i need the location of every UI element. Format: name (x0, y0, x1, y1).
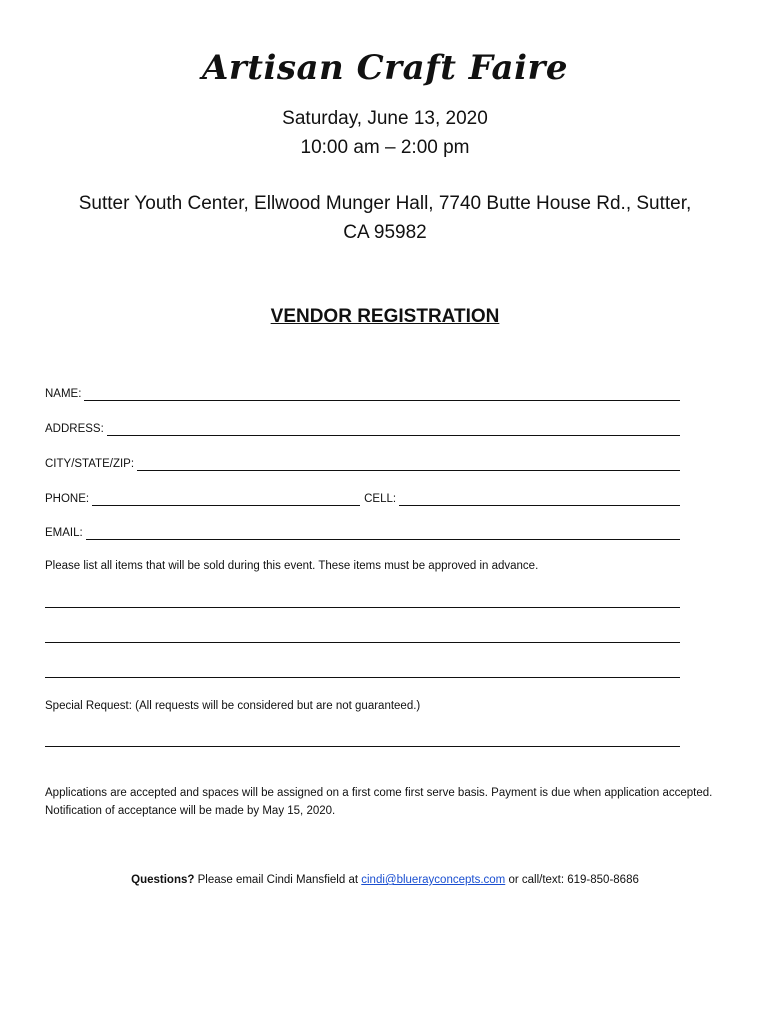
address-row (45, 418, 680, 436)
phone-label: PHONE: (45, 493, 90, 505)
event-date: Saturday, June 13, 2020 (282, 108, 488, 129)
name-row (45, 383, 680, 401)
phone-row (45, 488, 680, 506)
contact-text-before: Please email Cindi Mansfield at (194, 874, 362, 886)
form-heading: VENDOR REGISTRATION (270, 306, 500, 327)
questions-label: Questions? (131, 874, 195, 886)
address-field[interactable] (107, 421, 680, 436)
items-line-3[interactable] (45, 677, 680, 678)
items-line-2[interactable] (45, 642, 680, 643)
cell-field[interactable] (399, 491, 680, 506)
city-state-zip-label: CITY/STATE/ZIP: (45, 458, 135, 470)
email-row (45, 522, 680, 540)
event-venue-line1: Sutter Youth Center, Ellwood Munger Hall, 7740 Butte House Rd., Sutter, (78, 193, 692, 214)
cell-label: CELL: (364, 493, 397, 505)
phone-field[interactable] (92, 491, 360, 506)
email-label: EMAIL: (45, 527, 83, 539)
contact-text-after: or call/text: 619-850-8686 (505, 874, 639, 886)
application-notice: Applications are accepted and spaces will be assigned on a first come first serve basis. Payment is due when application accepted. Notification of acceptance will be made by May 15, 2020. (45, 787, 713, 817)
name-field[interactable] (84, 386, 680, 401)
special-request-label: Special Request: (All requests will be considered but are not guaranteed.) (45, 700, 421, 712)
event-venue-line2: CA 95982 (343, 222, 427, 243)
items-line-1[interactable] (45, 607, 680, 608)
contact-line (0, 871, 770, 889)
name-label: NAME: (45, 388, 82, 400)
contact-email-link[interactable]: cindi@bluerayconcepts.com (361, 874, 506, 886)
city-state-zip-row (45, 453, 680, 471)
event-time: 10:00 am – 2:00 pm (300, 137, 470, 158)
special-request-line[interactable] (45, 746, 680, 747)
email-field[interactable] (86, 525, 680, 540)
event-title: Artisan Craft Faire (201, 48, 569, 88)
items-prompt: Please list all items that will be sold during this event. These items must be approved in advance. (45, 560, 539, 572)
address-label: ADDRESS: (45, 423, 104, 435)
city-state-zip-field[interactable] (137, 456, 680, 471)
